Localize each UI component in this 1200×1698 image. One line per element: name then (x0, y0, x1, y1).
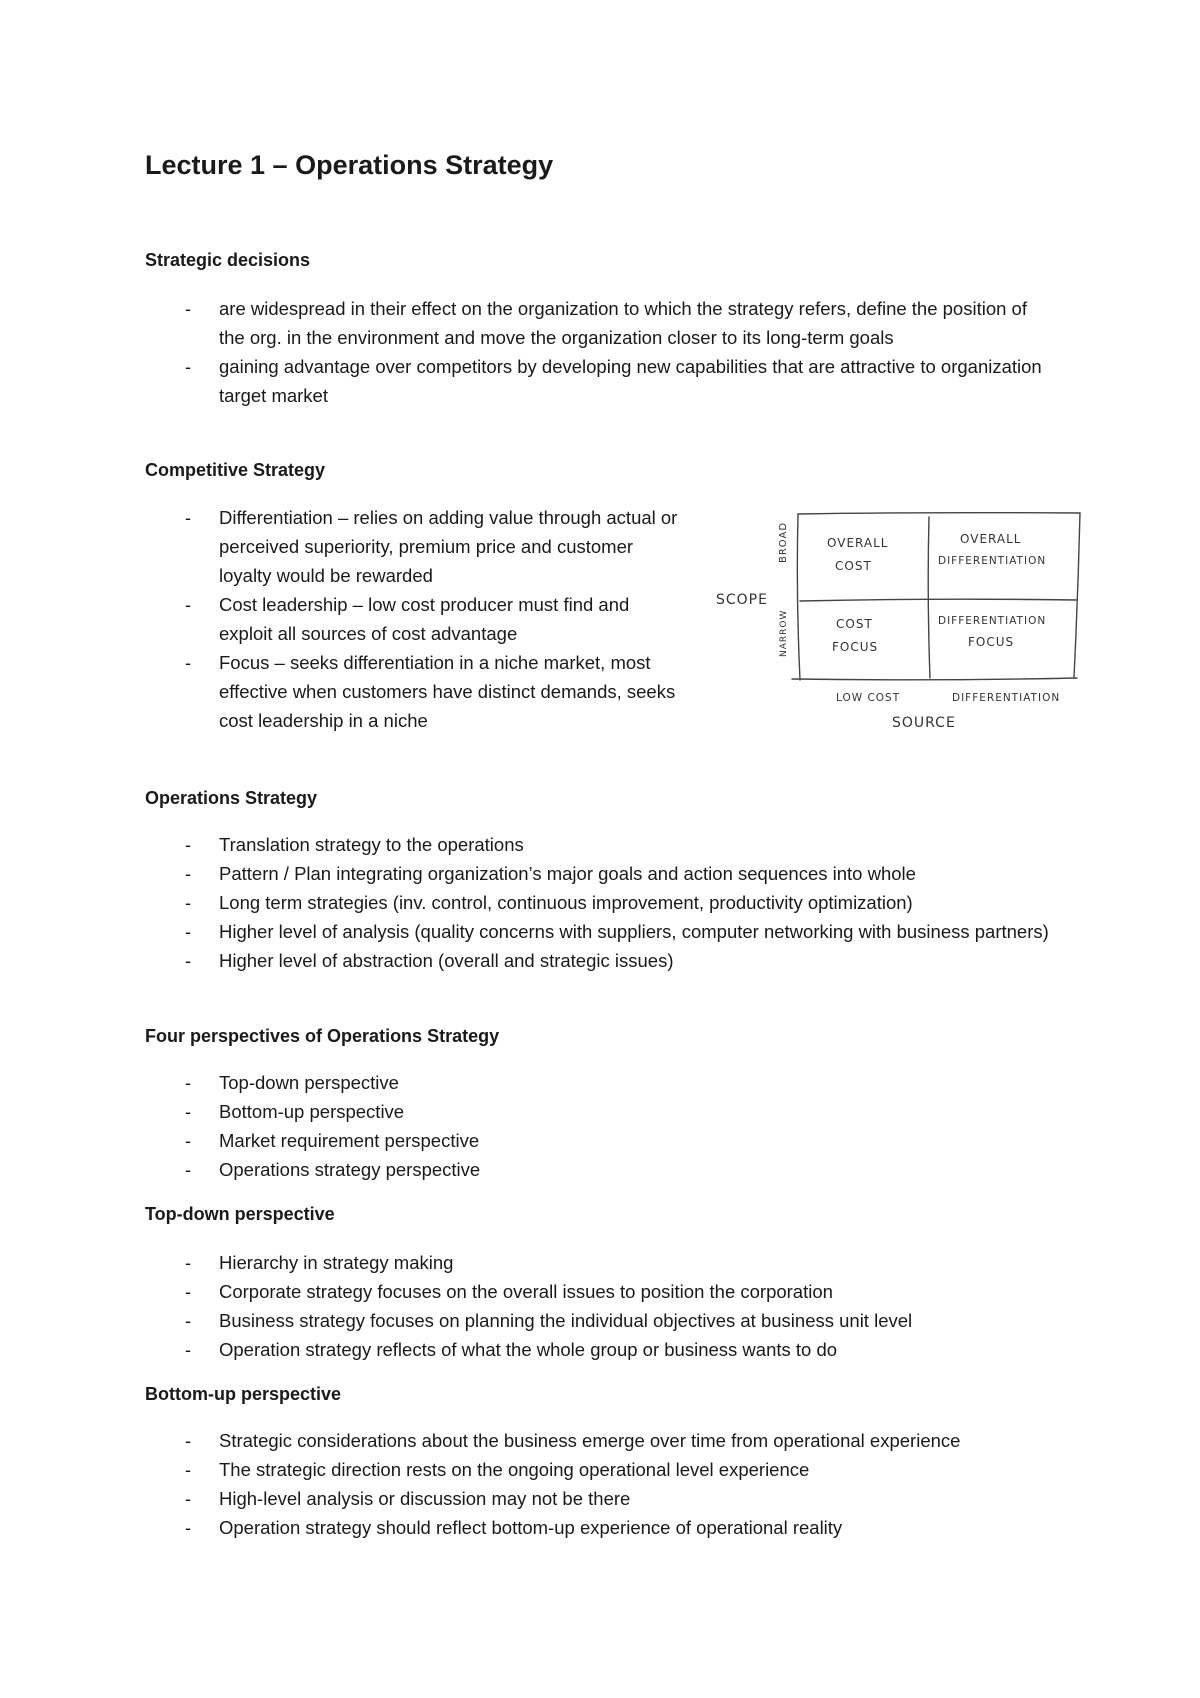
axis-differentiation-label: DIFFERENTIATION (952, 692, 1061, 704)
competitive-strategy-list (145, 503, 685, 735)
cell-top-right-line1: OVERALL (960, 532, 1022, 546)
heading-strategic-decisions: Strategic decisions (145, 250, 311, 270)
matrix-top-border (798, 513, 1080, 514)
cell-bottom-left-line1: COST (836, 617, 873, 631)
axis-scope-label: SCOPE (716, 592, 768, 608)
cell-bottom-left-line2: FOCUS (832, 640, 879, 654)
matrix-right-border (1074, 513, 1080, 677)
list-item: - Operations strategy perspective (145, 1155, 1045, 1184)
list-item: - High-level analysis or discussion may not be there (145, 1484, 1065, 1513)
list-item: - Long term strategies (inv. control, continuous improvement, productivity optimization) (145, 888, 1065, 917)
list-item: - Cost leadership – low cost producer must find and exploit all sources of cost advantage (145, 590, 685, 648)
cell-top-left-line2: COST (835, 559, 872, 573)
matrix-horizontal-divider (800, 599, 1076, 601)
heading-top-down: Top-down perspective (145, 1204, 335, 1224)
list-item: - Differentiation – relies on adding value through actual or perceived superiority, premium price and customer loyalty would be rewarded (145, 503, 685, 590)
heading-bottom-up: Bottom-up perspective (145, 1384, 342, 1404)
matrix-bottom-border (792, 678, 1077, 680)
cell-top-left-line1: OVERALL (827, 536, 889, 550)
list-item: - Bottom-up perspective (145, 1097, 1045, 1126)
heading-competitive-strategy: Competitive Strategy (145, 460, 326, 480)
axis-narrow-label: NARROW (779, 609, 789, 657)
list-item: - Pattern / Plan integrating organization’s major goals and action sequences into whole (145, 859, 1065, 888)
cell-bottom-right-line1: DIFFERENTIATION (938, 615, 1047, 627)
axis-low-cost-label: LOW COST (836, 692, 901, 704)
list-item: - Translation strategy to the operations (145, 830, 1065, 859)
page-title: Lecture 1 – Operations Strategy (145, 150, 554, 180)
cell-bottom-right-line2: FOCUS (968, 635, 1015, 649)
list-item: - gaining advantage over competitors by developing new capabilities that are attractive to organization target market (145, 352, 1045, 410)
matrix-vertical-divider (928, 517, 930, 678)
list-item: - Operation strategy reflects of what the whole group or business wants to do (145, 1335, 1065, 1364)
matrix-diagram (712, 505, 1092, 745)
list-item: - Operation strategy should reflect bottom-up experience of operational reality (145, 1513, 1065, 1542)
list-item: - Corporate strategy focuses on the overall issues to position the corporation (145, 1277, 1065, 1306)
four-perspectives-list (145, 1068, 1045, 1184)
heading-operations-strategy: Operations Strategy (145, 788, 318, 808)
top-down-list (145, 1248, 1065, 1364)
list-item: - Strategic considerations about the business emerge over time from operational experience (145, 1426, 1065, 1455)
matrix-left-border (797, 514, 800, 680)
bottom-up-list (145, 1426, 1065, 1542)
axis-source-label: SOURCE (892, 715, 956, 731)
list-item: - Hierarchy in strategy making (145, 1248, 1065, 1277)
list-item: - Market requirement perspective (145, 1126, 1045, 1155)
list-item: - are widespread in their effect on the organization to which the strategy refers, define the position of the org. in the environment and move the organization closer to its long-term goals (145, 294, 1045, 352)
list-item: - The strategic direction rests on the ongoing operational level experience (145, 1455, 1065, 1484)
competitive-strategy-matrix-sketch (712, 505, 1092, 745)
heading-four-perspectives: Four perspectives of Operations Strategy (145, 1026, 500, 1046)
axis-broad-label: BROAD (778, 521, 789, 563)
list-item: - Higher level of analysis (quality concerns with suppliers, computer networking with business partners) (145, 917, 1065, 946)
list-item: - Top-down perspective (145, 1068, 1045, 1097)
strategic-decisions-list (145, 294, 1045, 410)
list-item: - Focus – seeks differentiation in a niche market, most effective when customers have distinct demands, seeks cost leadership in a niche (145, 648, 685, 735)
list-item: - Higher level of abstraction (overall and strategic issues) (145, 946, 1065, 975)
operations-strategy-list (145, 830, 1065, 975)
cell-top-right-line2: DIFFERENTIATION (938, 555, 1047, 567)
list-item: - Business strategy focuses on planning the individual objectives at business unit level (145, 1306, 1065, 1335)
